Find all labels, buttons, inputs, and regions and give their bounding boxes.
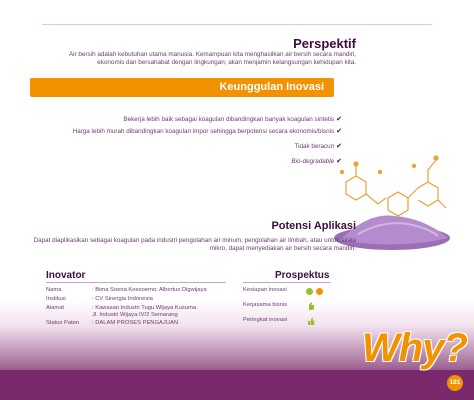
check-icon: ✔ bbox=[336, 128, 342, 135]
potensi-text: Dapat diaplikasikan sebagai koagulan pada industri pengolahan air minum, pengolahan air limbah, atau untuk skala mikro, dapat menyediakan air bersih secara mandiri. bbox=[33, 237, 356, 253]
inovator-row: Alamat : Kawasan Industri Tugu Wijaya Kusuma bbox=[46, 305, 197, 311]
keunggulan-banner bbox=[30, 78, 334, 97]
footer-band bbox=[0, 370, 474, 400]
inovator-row: Status Paten : DALAM PROSES PENGAJUAN bbox=[46, 320, 179, 326]
readiness-dot-green bbox=[306, 288, 313, 295]
perspektif-text: Air bersih adalah kebutuhan utama manusia. Kemampuan kita menghasilkan air bersih secara mandiri, ekonomis dan bersahabat dengan lingkungan; akan menjamin kelangsungan kehidupan kita. bbox=[68, 51, 356, 67]
readiness-dot-orange bbox=[316, 288, 323, 295]
keunggulan-heading: Keunggulan Inovasi bbox=[219, 81, 324, 93]
page-number: 181 bbox=[447, 375, 463, 391]
check-icon: ✔ bbox=[336, 116, 342, 123]
prospektus-row: Kerjasama bisnis bbox=[243, 302, 288, 308]
potensi-heading: Potensi Aplikasi bbox=[271, 220, 356, 232]
business-hand-icon bbox=[307, 301, 315, 311]
top-rule bbox=[42, 24, 432, 25]
perspektif-heading: Perspektif bbox=[293, 36, 356, 51]
inovator-heading: Inovator bbox=[46, 270, 86, 281]
check-icon: ✔ bbox=[336, 158, 342, 165]
inovator-row: Institusi : CV Sinergia Indonesia bbox=[46, 296, 153, 302]
advantage-item: Tidak beracun ✔ bbox=[294, 143, 342, 150]
why-logo: Why? bbox=[362, 326, 467, 370]
prospektus-row: Peringkat inovasi bbox=[243, 317, 288, 323]
inovator-row: Jl. Industri Wijaya IV/2 Semarang bbox=[92, 312, 178, 318]
prospektus-heading: Prospektus bbox=[275, 270, 330, 281]
inovator-row: Nama : Bima Soeria Koesoemo; Albertus Digwijaya bbox=[46, 287, 207, 293]
check-icon: ✔ bbox=[336, 143, 342, 150]
prospektus-row: Kesiapan inovasi bbox=[243, 287, 287, 293]
inovator-rule bbox=[46, 282, 226, 283]
rank-thumb-icon bbox=[307, 316, 315, 326]
advantage-item: Bekerja lebih baik sebagai koagulan dibandingkan banyak koagulan sintetis ✔ bbox=[123, 116, 342, 123]
advantage-item: Bio-degradable ✔ bbox=[291, 158, 342, 165]
advantage-item: Harga lebih murah dibandingkan koagulan impor sehingga berpotensi secara ekonomis/bisnis ✔ bbox=[72, 128, 342, 135]
prospektus-rule bbox=[243, 282, 331, 283]
